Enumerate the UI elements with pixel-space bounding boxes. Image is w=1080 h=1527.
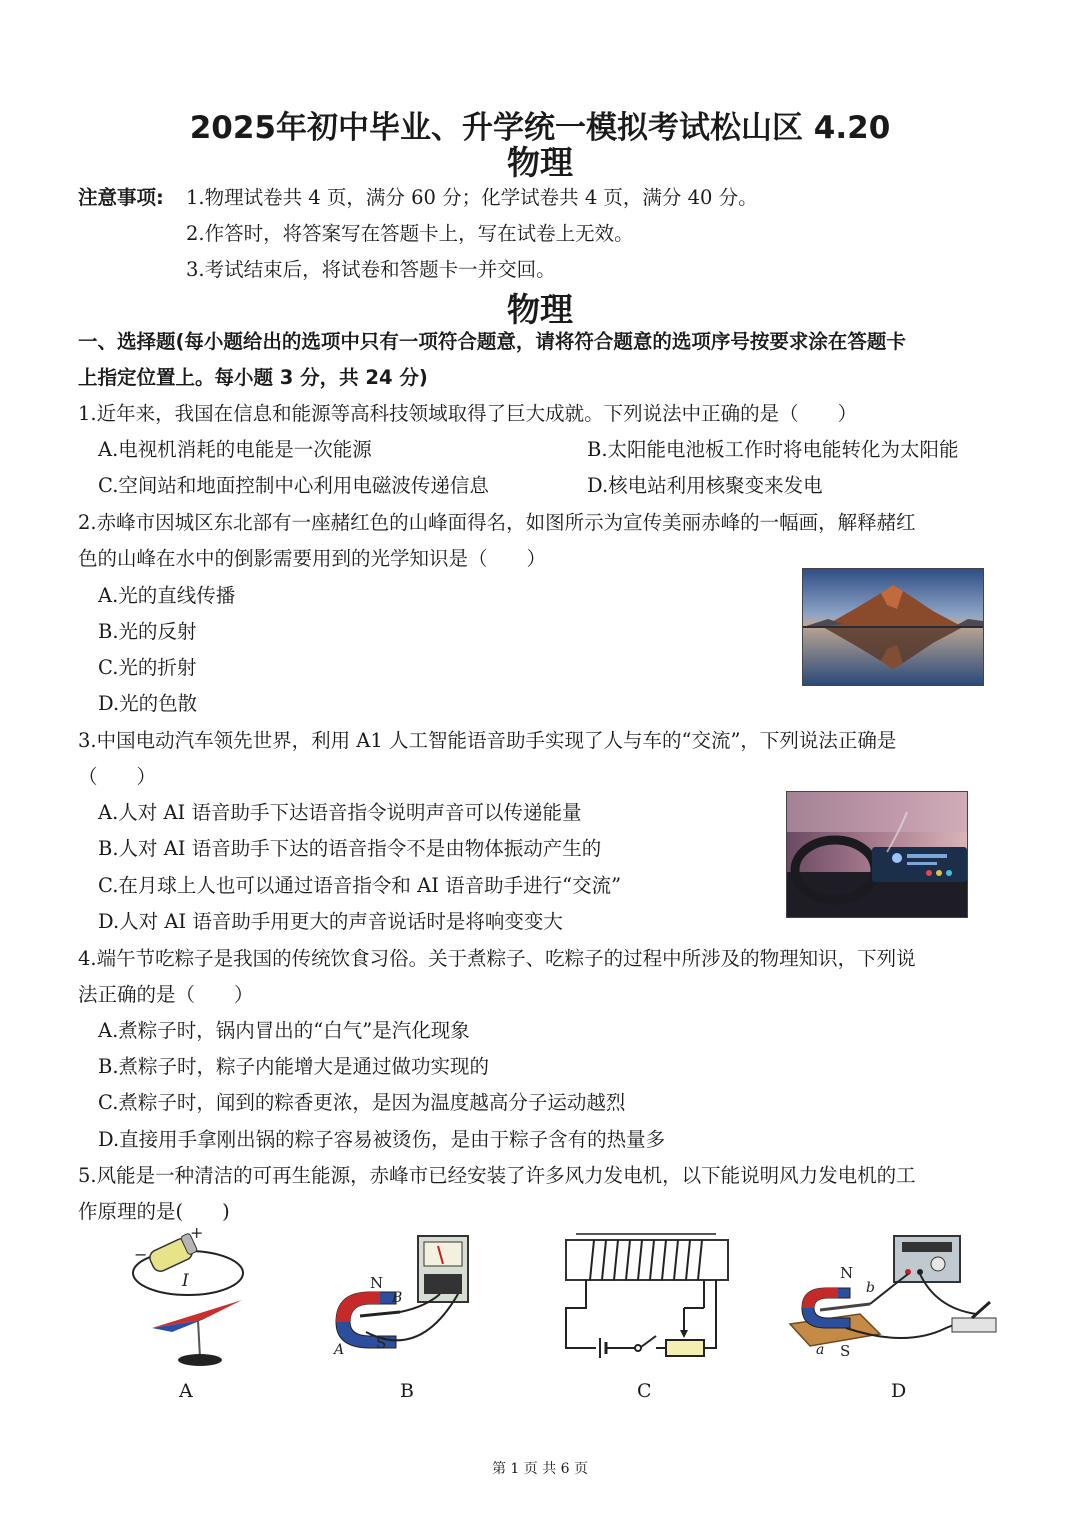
q1-option-a: A.电视机消耗的电能是一次能源 (98, 438, 372, 461)
figure-b-generator (330, 1232, 475, 1362)
figure-label-b: B (400, 1380, 414, 1402)
section-heading-line2: 上指定位置上。每小题 3 分，共 24 分) (78, 366, 428, 389)
figure-b-n-pole: N (370, 1274, 384, 1292)
q2-stem-line1: 2.赤峰市因城区东北部有一座赭红色的山峰面得名，如图所示为宣传美丽赤峰的一幅画，解释赭红 (78, 511, 916, 534)
exam-title: 2025年初中毕业、升学统一模拟考试松山区 4.20 (189, 110, 891, 146)
section-heading-line1: 一、选择题(每小题给出的选项中只有一项符合题意，请将符合题意的选项序号按要求涂在答题卡 (78, 330, 906, 353)
q1-option-d: D.核电站利用核聚变来发电 (587, 474, 823, 497)
q2-option-d: D.光的色散 (98, 692, 198, 715)
q3-stem-line2: （ ） (78, 765, 157, 788)
notice-item-2: 2.作答时，将答案写在答题卡上，写在试卷上无效。 (186, 222, 634, 245)
figure-label-d: D (891, 1380, 907, 1402)
figure-d-motor (786, 1228, 1006, 1364)
battery-minus-sign: − (134, 1245, 148, 1264)
q4-option-d: D.直接用手拿刚出锅的粽子容易被烫伤，是由于粽子含有的热量多 (98, 1128, 666, 1151)
figure-b-b-label: B (392, 1290, 403, 1306)
notice-item-3: 3.考试结束后，将试卷和答题卡一并交回。 (186, 258, 556, 281)
q2-option-b: B.光的反射 (98, 620, 197, 643)
battery-plus-sign: + (190, 1228, 204, 1242)
current-label: I (182, 1271, 189, 1291)
figure-d-a-label: a (816, 1342, 825, 1358)
figure-a-oersted (120, 1228, 255, 1370)
q5-stem-line2: 作原理的是( ) (78, 1200, 230, 1223)
q3-option-b: B.人对 AI 语音助手下达的语音指令不是由物体振动产生的 (98, 837, 602, 860)
mountain-reflection-photo (802, 568, 984, 686)
car-dashboard-photo (786, 791, 968, 918)
q4-option-b: B.煮粽子时，粽子内能增大是通过做功实现的 (98, 1055, 490, 1078)
q4-stem-line1: 4.端午节吃粽子是我国的传统饮食习俗。关于煮粽子、吃粽子的过程中所涉及的物理知识，下列说 (78, 947, 916, 970)
figure-d-b-label: b (866, 1280, 875, 1296)
q1-stem: 1.近年来，我国在信息和能源等高科技领域取得了巨大成就。下列说法中正确的是（ ） (78, 402, 858, 425)
notice-label: 注意事项: (78, 186, 164, 209)
q4-stem-line2: 法正确的是（ ） (78, 983, 254, 1006)
q3-option-d: D.人对 AI 语音助手用更大的声音说话时是将响变变大 (98, 910, 563, 933)
exam-subject: 物理 (507, 143, 573, 182)
figure-b-a-label: A (334, 1342, 345, 1358)
figure-b-s-pole: S (376, 1334, 387, 1352)
figure-label-a: A (179, 1380, 193, 1402)
q2-stem-line2: 色的山峰在水中的倒影需要用到的光学知识是（ ） (78, 547, 547, 570)
page-footer: 第 1 页 共 6 页 (491, 1461, 589, 1477)
q3-option-c: C.在月球上人也可以通过语音指令和 AI 语音助手进行“交流” (98, 874, 622, 897)
figure-c-solenoid (556, 1228, 734, 1364)
figure-d-n-pole: N (840, 1264, 854, 1282)
q1-option-b: B.太阳能电池板工作时将电能转化为太阳能 (587, 438, 959, 461)
q2-option-c: C.光的折射 (98, 656, 197, 679)
q1-option-c: C.空间站和地面控制中心利用电磁波传递信息 (98, 474, 489, 497)
figure-d-s-pole: S (840, 1342, 851, 1360)
q3-stem-line1: 3.中国电动汽车领先世界，利用 A1 人工智能语音助手实现了人与车的“交流”，下列说法正确是 (78, 729, 897, 752)
section-subject: 物理 (507, 290, 573, 329)
figure-label-c: C (637, 1380, 652, 1402)
q5-stem-line1: 5.风能是一种清洁的可再生能源，赤峰市已经安装了许多风力发电机，以下能说明风力发电机的工 (78, 1164, 916, 1187)
q2-option-a: A.光的直线传播 (98, 584, 236, 607)
q4-option-a: A.煮粽子时，锅内冒出的“白气”是汽化现象 (98, 1019, 470, 1042)
notice-item-1: 1.物理试卷共 4 页，满分 60 分；化学试卷共 4 页，满分 40 分。 (186, 186, 758, 209)
q4-option-c: C.煮粽子时，闻到的粽香更浓，是因为温度越高分子运动越烈 (98, 1091, 626, 1114)
q3-option-a: A.人对 AI 语音助手下达语音指令说明声音可以传递能量 (98, 801, 582, 824)
